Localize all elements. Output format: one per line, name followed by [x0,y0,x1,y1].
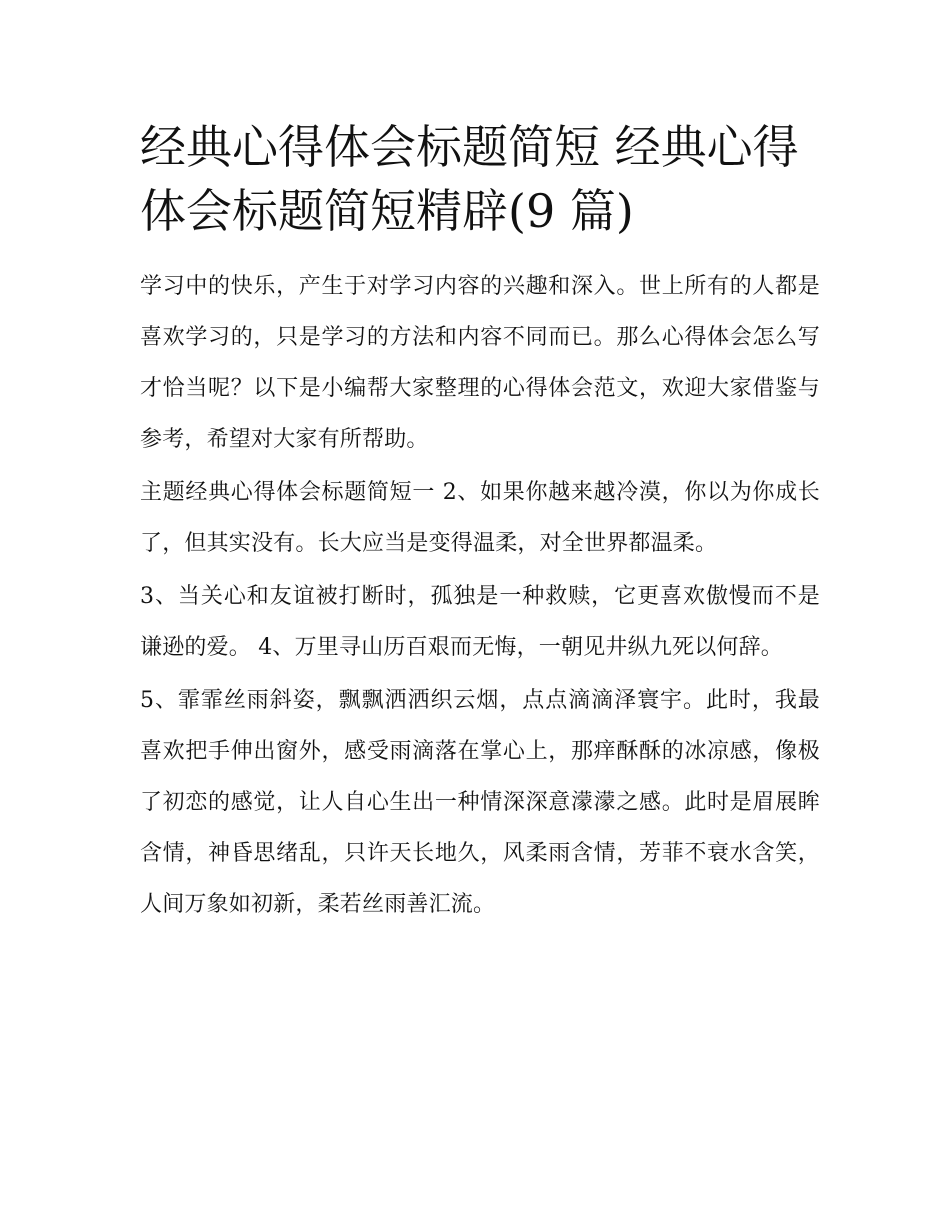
document-title: 经典心得体会标题简短 经典心得体会标题简短精辟(9 篇) [140,120,799,238]
paragraph-item-3-4: 3、当关心和友谊被打断时，孤独是一种救赎，它更喜欢傲慢而不是谦逊的爱。 4、万里寻山历百艰而无悔，一朝见井纵九死以何辞。 [140,584,820,660]
document-body [140,115,820,932]
paragraph-item-5: 5、霏霏丝雨斜姿，飘飘洒洒织云烟，点点滴滴泽寰宇。此时，我最喜欢把手伸出窗外，感受雨滴落在掌心上，那痒酥酥的冰凉感，像极了初恋的感觉，让人自心生出一种情深深意濛濛之感。此时是眉展眸含情，神昏思绪乱，只许天长地久，风柔雨含情，芳菲不衰水含笑，人间万象如初新，柔若丝雨善汇流。 [140,688,820,917]
paragraph-item-2: 主题经典心得体会标题简短一 2、如果你越来越冷漠，你以为你成长了，但其实没有。长大应当是变得温柔，对全世界都温柔。 [140,480,820,556]
paragraph-intro: 学习中的快乐，产生于对学习内容的兴趣和深入。世上所有的人都是喜欢学习的，只是学习的方法和内容不同而已。那么心得体会怎么写才恰当呢？以下是小编帮大家整理的心得体会范文，欢迎大家借鉴与参考，希望对大家有所帮助。 [140,274,820,452]
